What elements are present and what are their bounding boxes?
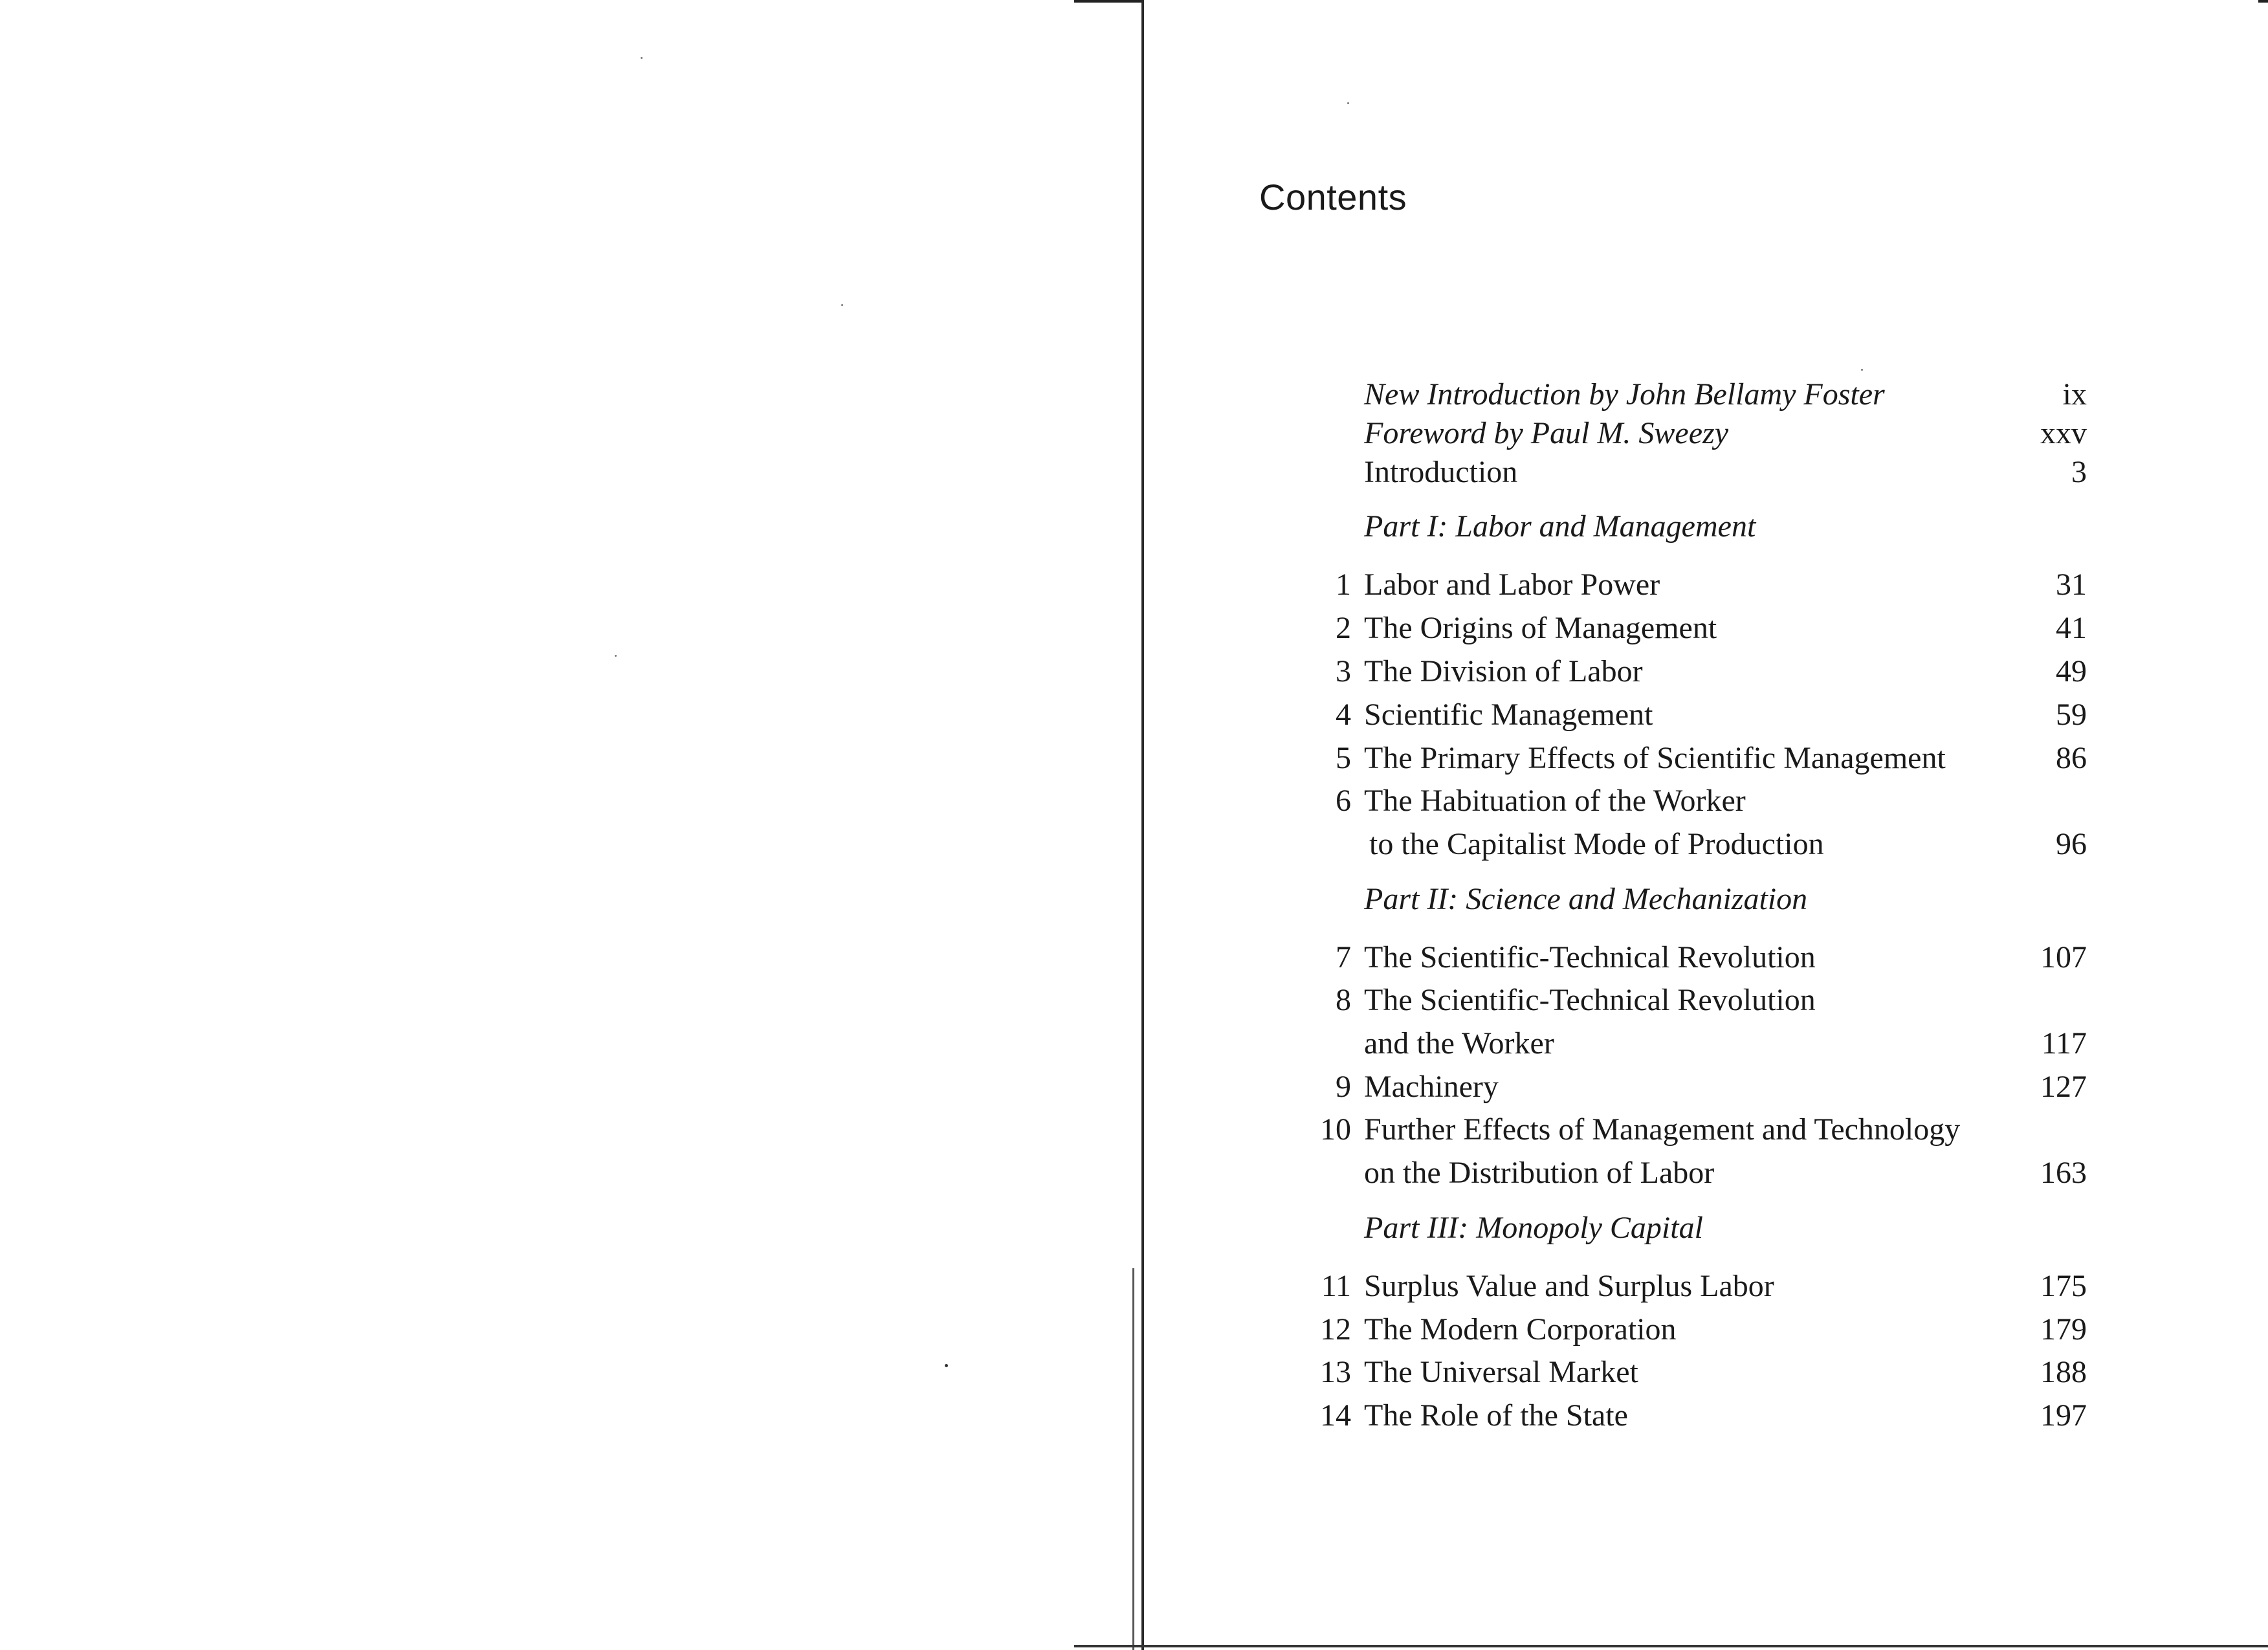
toc-entry-title: Introduction [1364,455,1518,489]
chapter-title: Labor and Labor Power [1364,567,1660,602]
chapter-number: 3 [1336,654,1351,688]
toc-chapter-12[interactable] [1294,1312,2087,1352]
scan-speck [1861,369,1863,371]
chapter-number: 12 [1320,1312,1351,1347]
chapter-number: 9 [1336,1070,1351,1104]
chapter-title: Machinery [1364,1070,1499,1104]
chapter-number: 10 [1320,1112,1351,1147]
chapter-page: 175 [2040,1269,2087,1303]
toc-entry-foreword[interactable] [1294,415,2087,456]
toc-chapter-13[interactable] [1294,1354,2087,1394]
chapter-page: 41 [2056,611,2087,645]
toc-chapter-10[interactable] [1294,1112,2087,1152]
chapter-page: 96 [2056,827,2087,861]
toc-entry-page: xxv [2040,416,2087,450]
toc-chapter-8[interactable] [1294,982,2087,1022]
chapter-title: The Scientific-Technical Revolution [1364,983,1816,1017]
page-title: Contents [1259,177,1407,217]
chapter-page: 86 [2056,741,2087,775]
chapter-title-continued: and the Worker [1364,1026,1554,1061]
chapter-title: The Role of the State [1364,1398,1628,1433]
toc-entry-page: 3 [2071,455,2087,489]
chapter-number: 13 [1320,1355,1351,1389]
chapter-number: 5 [1336,741,1351,775]
toc-chapter-3[interactable] [1294,654,2087,694]
toc-chapter-14[interactable] [1294,1398,2087,1438]
toc-chapter-6[interactable] [1294,783,2087,823]
chapter-title: The Habituation of the Worker [1364,784,1746,818]
toc-chapter-5[interactable] [1294,740,2087,780]
toc-chapter-10-continued[interactable] [1294,1155,2087,1195]
chapter-title: The Universal Market [1364,1355,1638,1389]
toc-chapter-2[interactable] [1294,610,2087,650]
scan-speck [945,1364,948,1367]
chapter-page: 127 [2040,1070,2087,1104]
scan-speck [1347,102,1349,104]
page-bottom-edge [1074,1645,2268,1647]
chapter-title: The Primary Effects of Scientific Management [1364,741,1946,775]
chapter-number: 1 [1336,567,1351,602]
chapter-title: The Modern Corporation [1364,1312,1677,1347]
corner-edge-mark [2258,0,2268,3]
chapter-number: 7 [1336,940,1351,974]
chapter-title: Further Effects of Management and Technology [1364,1112,1961,1147]
chapter-page: 163 [2040,1156,2087,1190]
chapter-page: 188 [2040,1355,2087,1389]
chapter-title: The Origins of Management [1364,611,1717,645]
chapter-title-continued: on the Distribution of Labor [1364,1156,1715,1190]
scan-speck [641,57,643,59]
chapter-title-continued: to the Capitalist Mode of Production [1369,827,1824,861]
toc-chapter-11[interactable] [1294,1268,2087,1308]
toc-chapter-7[interactable] [1294,940,2087,980]
part-heading-1: Part I: Labor and Management [1364,509,1756,544]
toc-entry-introduction[interactable] [1294,454,2087,494]
chapter-number: 14 [1320,1398,1351,1433]
chapter-title: Surplus Value and Surplus Labor [1364,1269,1774,1303]
chapter-page: 179 [2040,1312,2087,1347]
chapter-number: 4 [1336,698,1351,732]
chapter-number: 11 [1321,1269,1351,1303]
toc-entry-page: ix [2062,377,2087,412]
chapter-number: 8 [1336,983,1351,1017]
chapter-page: 31 [2056,567,2087,602]
chapter-title: Scientific Management [1364,698,1653,732]
part-heading-2: Part II: Science and Mechanization [1364,882,1808,916]
chapter-page: 117 [2041,1026,2087,1061]
book-gutter-shadow [1132,1268,1134,1650]
chapter-number: 2 [1336,611,1351,645]
toc-chapter-6-continued[interactable] [1294,826,2087,866]
chapter-number: 6 [1336,784,1351,818]
scan-speck [615,655,617,657]
scan-speck [841,304,843,306]
chapter-title: The Division of Labor [1364,654,1643,688]
chapter-page: 59 [2056,698,2087,732]
toc-chapter-1[interactable] [1294,567,2087,607]
chapter-page: 197 [2040,1398,2087,1433]
toc-entry-title: New Introduction by John Bellamy Foster [1364,377,1885,412]
toc-chapter-8-continued[interactable] [1294,1026,2087,1066]
toc-chapter-4[interactable] [1294,697,2087,737]
toc-entry-title: Foreword by Paul M. Sweezy [1364,416,1728,450]
toc-entry-new-introduction[interactable] [1294,377,2087,417]
chapter-title: The Scientific-Technical Revolution [1364,940,1816,974]
book-gutter-line [1141,0,1144,1650]
chapter-page: 49 [2056,654,2087,688]
part-heading-3: Part III: Monopoly Capital [1364,1211,1703,1245]
toc-chapter-9[interactable] [1294,1069,2087,1109]
chapter-page: 107 [2040,940,2087,974]
gutter-edge-top [1074,0,1144,3]
